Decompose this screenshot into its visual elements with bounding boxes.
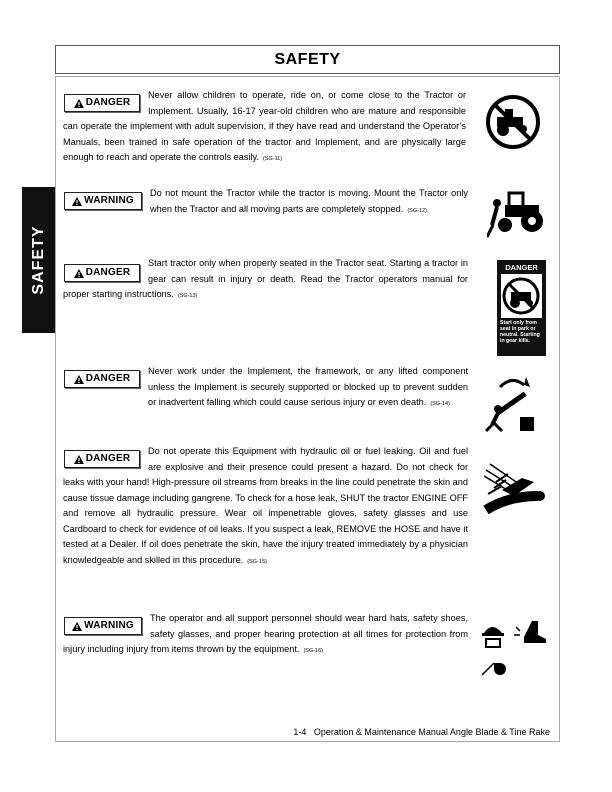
warning-triangle-icon [74, 455, 84, 464]
danger-badge [64, 370, 140, 388]
warning-triangle-icon [74, 375, 84, 384]
decal-text: Start only from seat in park or neutral. Starting in gear kills. [500, 320, 540, 344]
page-title: SAFETY [274, 50, 341, 68]
badge-label: WARNING [84, 195, 134, 207]
section-text: The operator and all support personnel should wear hard hats, safety shoes, safety glasses, and proper hearing protection at all times for protection from injury including injury from items thrown by the equipment. [63, 613, 468, 654]
section-sg-12 [63, 186, 468, 219]
section-text: Do not mount the Tractor while the tractor is moving. Mount the Tractor only when the Tractor and all moving parts are completely stopped. [150, 188, 468, 214]
falling-load-icon [480, 373, 540, 433]
section-text: Do not operate this Equipment with hydraulic oil or fuel leaking. Oil and fuel are explosive and their presence could present a hazard. Do not check for leaks with your hand! High-pressure oil streams from breaks in the line could penetrate the skin and cause tissue damage including gangrene. To check for a hose leak, SHUT the tractor ENGINE OFF and remove all hydraulic pressure. Wear oil impenetrable gloves, safety glasses and use Cardboard to check for evidence of oil leaks. If you suspect a leak, REMOVE the HOSE and have it tested at a Dealer. If oil does penetrate the skin, have the injury treated immediately by a physician knowledgeable and skilled in this procedure. [63, 446, 468, 565]
section-code: (SG-14) [430, 401, 450, 407]
danger-decal [497, 260, 546, 356]
warning-triangle-icon [74, 99, 84, 108]
warning-badge [64, 192, 142, 210]
page-footer [293, 727, 550, 737]
section-sg-13 [63, 256, 468, 305]
page-number: 1-4 [293, 727, 307, 737]
protective-gear-icon [480, 615, 550, 681]
decal-header: DANGER [505, 263, 538, 272]
badge-label: DANGER [85, 373, 131, 385]
danger-badge [64, 450, 140, 468]
badge-label: DANGER [85, 97, 131, 109]
badge-label: DANGER [85, 267, 131, 279]
section-code: (SG-13) [177, 293, 198, 299]
manual-title: Operation & Maintenance Manual Angle Blade & Tine Rake [313, 727, 550, 737]
section-sg-14 [63, 364, 468, 418]
section-code: (SG-11) [262, 156, 283, 162]
hydraulic-leak-icon [478, 460, 548, 522]
section-code: (SG-15) [247, 558, 267, 565]
warning-badge [64, 617, 142, 635]
section-text: Never allow children to operate, ride on, or come close to the Tractor or Implement. Usually, 16-17 year-old children who are mature and responsible can operate the implement with adult supervision, if they have read and understand the Operator’s Manuals, been trained in safe operation of the tractor and Implement, and are physically large enough to reach and operate the controls easily. [63, 90, 466, 162]
section-text: Never work under the Implement, the framework, or any lifted component unless the Implement is securely supported or blocked up to prevent sudden or inadvertent falling which could cause serious injury or even death. [148, 366, 468, 407]
no-riders-icon [483, 95, 543, 150]
side-tab [22, 187, 55, 333]
danger-badge [64, 94, 140, 112]
warning-triangle-icon [72, 197, 82, 206]
warning-triangle-icon [74, 269, 84, 278]
section-sg-11 [63, 88, 466, 168]
no-start-in-gear-icon [501, 274, 542, 318]
tractor-mounting-icon [487, 185, 547, 240]
badge-label: DANGER [85, 453, 131, 465]
side-tab-label: SAFETY [29, 225, 47, 295]
danger-badge [64, 264, 140, 282]
page-header [55, 45, 560, 74]
badge-label: WARNING [84, 620, 134, 632]
section-sg-16 [63, 611, 468, 660]
warning-triangle-icon [72, 622, 82, 631]
section-sg-15 [63, 444, 468, 570]
section-code: (SG-16) [303, 648, 323, 654]
section-code: (SG-12) [407, 207, 427, 214]
section-text: Start tractor only when properly seated in the Tractor seat. Starting a tractor in gear can result in injury or death. Read the Tractor operators manual for proper starting instructions. [63, 258, 468, 299]
